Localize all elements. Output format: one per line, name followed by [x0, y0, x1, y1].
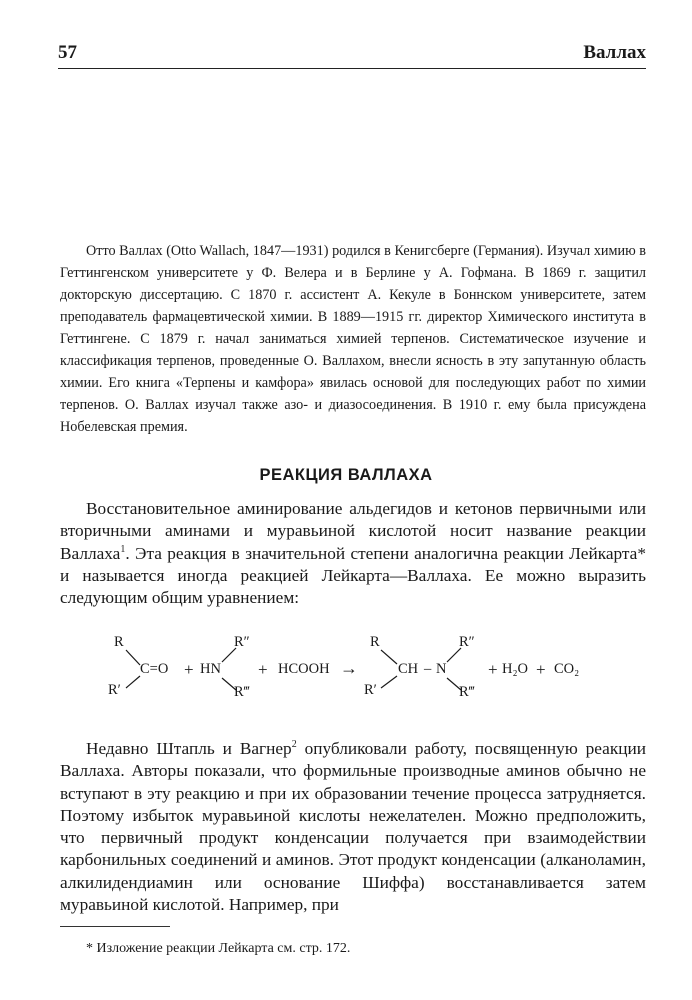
main-paragraph: [60, 738, 646, 916]
plus-sign: +: [184, 660, 194, 679]
intro-text-part1: Восстановительное аминирование альдегидов и кетонов первичными или вторичными аминами и муравьиной кислотой носит название реакции Валлаха: [60, 499, 646, 563]
running-head: Валлах: [583, 42, 646, 63]
amine-hn: HN: [200, 661, 221, 677]
reactant-r: R: [114, 634, 124, 650]
plus-sign: +: [258, 660, 268, 679]
section-heading: РЕАКЦИЯ ВАЛЛАХА: [259, 466, 433, 484]
footnote-rule: [60, 926, 170, 927]
water: H₂O: [502, 661, 528, 677]
product-bond: –: [424, 661, 432, 677]
main-text-part2: опубликовали работу, посвященную реакции Валлаха. Авторы показали, что формильные производные аминов обычно не вступают в эту реакцию и при их образовании течение процесса затрудняется. Поэтому избыток муравьиной кислоты нежелателен. Можно предположить, что первичный продукт конденсации получается при взаимодействии карбонильных соединений и аминов. Этот продукт конденсации (алканоламин, алкилидендиамин или основание Шиффа) восстанавливается затем муравьиной кислотой. Например, при: [60, 739, 646, 915]
reaction-arrow: →: [340, 658, 358, 678]
footnote: * Изложение реакции Лейкарта см. стр. 172.: [86, 941, 351, 956]
carbonyl-group: C=O: [140, 661, 169, 677]
bond-rp-c: [126, 676, 140, 688]
page-header: [58, 42, 646, 68]
product-n: N: [436, 661, 447, 677]
product-r: R: [370, 634, 380, 650]
amine-r-double-prime: R″: [234, 634, 250, 650]
bond-pr-ch: [381, 650, 397, 664]
product-r-triple-prime: R‴: [459, 684, 475, 700]
biography-note: [60, 240, 646, 438]
plus-sign: +: [488, 660, 498, 679]
intro-paragraph: [60, 498, 646, 609]
reaction-equation: [100, 628, 600, 708]
reference-2: 2: [291, 739, 297, 751]
intro-text: [60, 498, 646, 609]
bond-r-c: [126, 650, 140, 665]
plus-sign: +: [536, 660, 546, 679]
carbon-dioxide: CO₂: [554, 661, 580, 677]
formic-acid: HCOOH: [278, 661, 330, 677]
main-text: [60, 738, 646, 916]
main-text-part1: Недавно Штапль и Вагнер: [86, 739, 292, 758]
product-r-double-prime: R″: [459, 634, 475, 650]
amine-r-triple-prime: R‴: [234, 684, 250, 700]
reactant-r-prime: R′: [108, 682, 121, 698]
page-number: 57: [58, 42, 77, 63]
biography-paragraph: Отто Валлах (Otto Wallach, 1847—1931) родился в Кенигсберге (Германия). Изучал химию в Геттингенском университете у Ф. Велера и в Берлине у А. Гофмана. В 1869 г. защитил докторскую диссертацию. С 1870 г. ассистент А. Кекуле в Боннском университете, затем преподаватель фармацевтической химии. В 1889—1915 гг. директор Химического института в Геттингене. С 1879 г. начал заниматься химией терпенов. Систематическое изучение и классификация терпенов, проведенные О. Валлахом, внесли ясность в эту запутанную область химии. Его книга «Терпены и камфора» явилась основой для последующих работ по химии терпенов. О. Валлах изучал также азо- и диазосоединения. В 1910 г. ему была присуждена Нобелевская премия.: [60, 243, 646, 435]
product-r-prime: R′: [364, 682, 377, 698]
intro-text-part2: . Эта реакция в значительной степени аналогична реакции Лейкарта* и называется иногда реакцией Лейкарта—Валлаха. Ее можно выразить следующим общим уравнением:: [60, 543, 646, 608]
header-rule: [58, 68, 646, 69]
product-ch: CH: [398, 661, 419, 677]
bond-prp-ch: [381, 676, 397, 688]
reference-1: 1: [120, 543, 126, 555]
